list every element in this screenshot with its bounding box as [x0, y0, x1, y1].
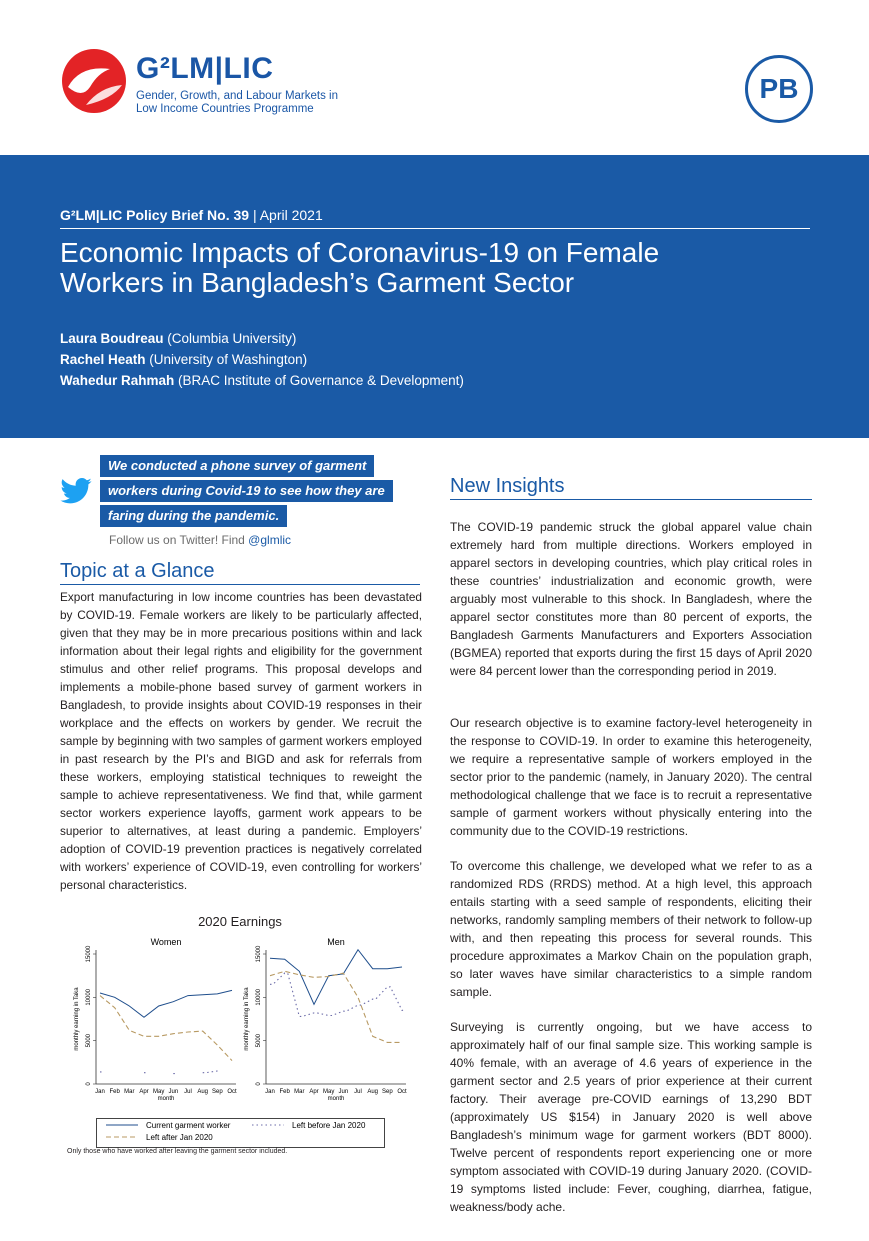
- y-tick-label: 0: [256, 1082, 262, 1086]
- series-line-0: [270, 950, 402, 1005]
- author: Rachel Heath (University of Washington): [60, 352, 308, 367]
- x-tick-label: Aug: [197, 1089, 209, 1095]
- insights-paragraph: Our research objective is to examine factory-level heterogeneity in the response to COVID-19. In order to examine this heterogeneity, we require a representative sample of workers employed in the sector prior to the pandemic (namely, in January 2020). The central methodological challenge that we face is to recruit a representative sample of garment workers without physically entering into the community due to the COVID-19 restrictions.: [450, 716, 812, 838]
- series-line-1: [270, 973, 405, 1016]
- x-tick-label: Aug: [367, 1089, 379, 1095]
- legend-label: Current garment worker: [146, 1121, 231, 1130]
- x-tick-label: Apr: [309, 1089, 319, 1095]
- insights-paragraph: To overcome this challenge, we developed what we refer to as a randomized RDS (RRDS) method. At a high level, this approach entails starting with a seed sample of respondents, eliciting their networks, randomly sampling members of their network to follow-up with, and then repeating this process for several rounds. This procedure approximates a Markov Chain on the population graph, so later waves have similar characteristics to a simple random sample.: [450, 859, 812, 999]
- x-tick-label: Feb: [109, 1089, 120, 1095]
- x-tick-label: Jun: [168, 1089, 179, 1095]
- y-tick-label: 15000: [256, 945, 262, 963]
- policy-brief-badge: PB: [745, 55, 813, 123]
- legend-label: Left before Jan 2020: [292, 1121, 366, 1130]
- brand-name: G²LM|LIC: [136, 52, 274, 85]
- logo-mark: [60, 47, 130, 117]
- series-line-2: [100, 996, 232, 1061]
- chart-panel-men: [244, 937, 407, 1102]
- x-tick-label: Oct: [227, 1089, 237, 1095]
- series-line: G²LM|LIC Policy Brief No. 39 | April 2021: [60, 207, 323, 223]
- title-rule: [60, 228, 810, 229]
- x-tick-label: Mar: [124, 1089, 135, 1095]
- y-tick-label: 5000: [86, 1033, 92, 1048]
- page-title: Economic Impacts of Coronavirus-19 on Female Workers in Bangladesh’s Garment Sector: [60, 237, 660, 298]
- x-tick-label: Sep: [381, 1089, 393, 1095]
- x-tick-label: Mar: [294, 1089, 305, 1095]
- topic-text: Export manufacturing in low income countries has been devastated by COVID-19. Female workers are likely to be particularly affected, given that they may be in more precarious positions within and lack information about their legal rights and eligibility for the government stimulus and other relief programs. This proposal develops and implements a mobile-phone based survey of garment workers in Bangladesh, to provide insights about COVID-19 responses in their workplace and the effects on workers by gender. We recruit the sample by beginning with two samples of garment workers employed in past research by the PI’s and BIGD and ask for referrals from these workers, employing statistical techniques to reweight the sample to achieve representativeness. We find that, while garment sector workers experience layoffs, garment work appears to be superior to alternatives, at least during a pandemic. Employers’ adoption of COVID-19 prevention practices is negatively correlated with workers’ experience of COVID-19, even controlling for workers’ personal characteristics.: [60, 590, 422, 892]
- legend-swatches: [96, 1118, 385, 1148]
- follow-prompt: Follow us on Twitter! Find @glmlic: [109, 533, 292, 547]
- y-tick-label: 10000: [86, 988, 92, 1006]
- brand-subtitle: Gender, Growth, and Labour Markets in Low Income Countries Programme: [136, 90, 338, 115]
- author: Wahedur Rahmah (BRAC Institute of Governance & Development): [60, 373, 464, 388]
- section-heading-topic: Topic at a Glance: [60, 560, 215, 582]
- panel-label: Men: [327, 937, 345, 947]
- section-rule: [60, 584, 420, 585]
- twitter-handle-link[interactable]: @glmlic: [248, 533, 292, 547]
- x-tick-label: Jun: [338, 1089, 349, 1095]
- section-rule: [450, 499, 812, 500]
- y-tick-label: 15000: [86, 945, 92, 963]
- y-axis-label: monthly earning in Taka: [74, 987, 80, 1051]
- x-tick-label: Jul: [354, 1089, 362, 1095]
- section-heading-insights: New Insights: [450, 475, 565, 497]
- x-axis-label: month: [157, 1096, 175, 1102]
- x-tick-label: Jan: [265, 1089, 275, 1095]
- x-tick-label: Jul: [184, 1089, 192, 1095]
- x-axis-label: month: [327, 1096, 345, 1102]
- x-tick-label: Sep: [211, 1089, 223, 1095]
- tweet-line: workers during Covid-19 to see how they are: [100, 480, 393, 502]
- x-tick-label: Apr: [139, 1089, 149, 1095]
- tweet-line: faring during the pandemic.: [100, 505, 287, 527]
- panel-label: Women: [150, 937, 182, 947]
- y-tick-label: 0: [86, 1082, 92, 1086]
- earnings-chart: [60, 930, 420, 1116]
- series-line-1: [100, 1071, 220, 1074]
- twitter-bird-icon[interactable]: [60, 478, 92, 504]
- x-tick-label: May: [152, 1089, 165, 1095]
- chart-note: Only those who have worked after leaving the garment sector included.: [67, 1148, 288, 1155]
- series-line-2: [270, 971, 402, 1042]
- x-tick-label: May: [322, 1089, 335, 1095]
- legend-label: Left after Jan 2020: [146, 1133, 213, 1142]
- chart-panel-women: [74, 937, 237, 1102]
- insights-paragraph: The COVID-19 pandemic struck the global apparel value chain extremely hard from multiple directions. Workers employed in apparel sectors in developing countries, which play critical roles in these countries’ industrialization and economic growth, were arguably most vulnerable to this shock. In Bangladesh, where the apparel sector constitutes more than 80 percent of exports, the Bangladesh Garments Manufacturers and Exporters Association (BGMEA) reported that exports during the first 15 days of April 2020 were 84 percent lower than the corresponding period in 2019.: [450, 520, 812, 678]
- x-tick-label: Jan: [95, 1089, 105, 1095]
- tweet-line: We conducted a phone survey of garment: [100, 455, 374, 477]
- chart-title: 2020 Earnings: [198, 914, 282, 929]
- author: Laura Boudreau (Columbia University): [60, 331, 297, 346]
- series-line-0: [100, 990, 232, 1017]
- y-tick-label: 10000: [256, 988, 262, 1006]
- x-tick-label: Feb: [279, 1089, 290, 1095]
- y-axis-label: monthly earning in Taka: [244, 987, 250, 1051]
- y-tick-label: 5000: [256, 1033, 262, 1048]
- x-tick-label: Oct: [397, 1089, 407, 1095]
- insights-paragraph: Surveying is currently ongoing, but we have access to approximately half of our final sample size. This working sample is 40% female, with an average of 4.6 years of experience in the garment sector and 2.5 years of prior experience at their current factory. Their average pre-COVID earnings of 13,290 BDT (approximately US $154) in January 2020 is well above Bangladesh’s minimum wage for garment workers (BDT 8000). Twelve percent of respondents report experiencing one or more symptom associated with COVID-19 during January 2020. (COVID-19 symptoms listed include: Fever, coughing, diarrhea, fatigue, weakness/body ache.: [450, 1020, 812, 1214]
